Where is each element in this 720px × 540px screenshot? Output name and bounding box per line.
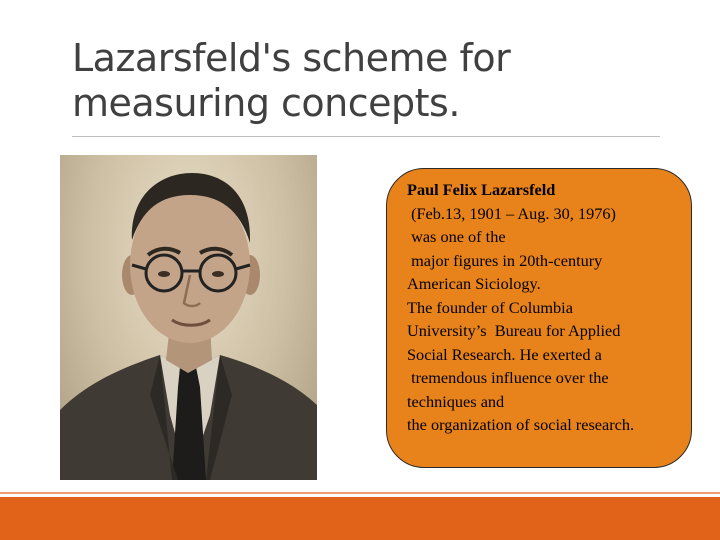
biography-line: the organization of social research. xyxy=(407,415,635,434)
biography-box xyxy=(386,168,692,468)
biography-line: was one of the xyxy=(407,227,506,246)
title-divider xyxy=(72,136,660,137)
biography-line: The founder of Columbia xyxy=(407,297,573,317)
portrait-photo xyxy=(60,155,317,480)
biography-line: University’s Bureau for Applied xyxy=(407,321,621,340)
biography-name: Paul Felix Lazarsfeld xyxy=(407,180,556,199)
biography-line: (Feb.13, 1901 – Aug. 30, 1976) xyxy=(407,203,616,223)
biography-line: Social Research. He exerted a xyxy=(407,344,602,364)
biography-line: tremendous influence over the xyxy=(407,368,609,387)
biography-line: major figures in 20th-century xyxy=(407,250,603,270)
footer-accent-line xyxy=(0,492,720,494)
biography-line: American Siciology. xyxy=(407,274,541,293)
biography-line: techniques and xyxy=(407,391,505,411)
slide-title-line: measuring concepts. xyxy=(72,81,460,125)
slide-title xyxy=(72,36,672,126)
footer-bar xyxy=(0,497,720,540)
slide-title-line: Lazarsfeld's scheme for xyxy=(72,36,511,80)
